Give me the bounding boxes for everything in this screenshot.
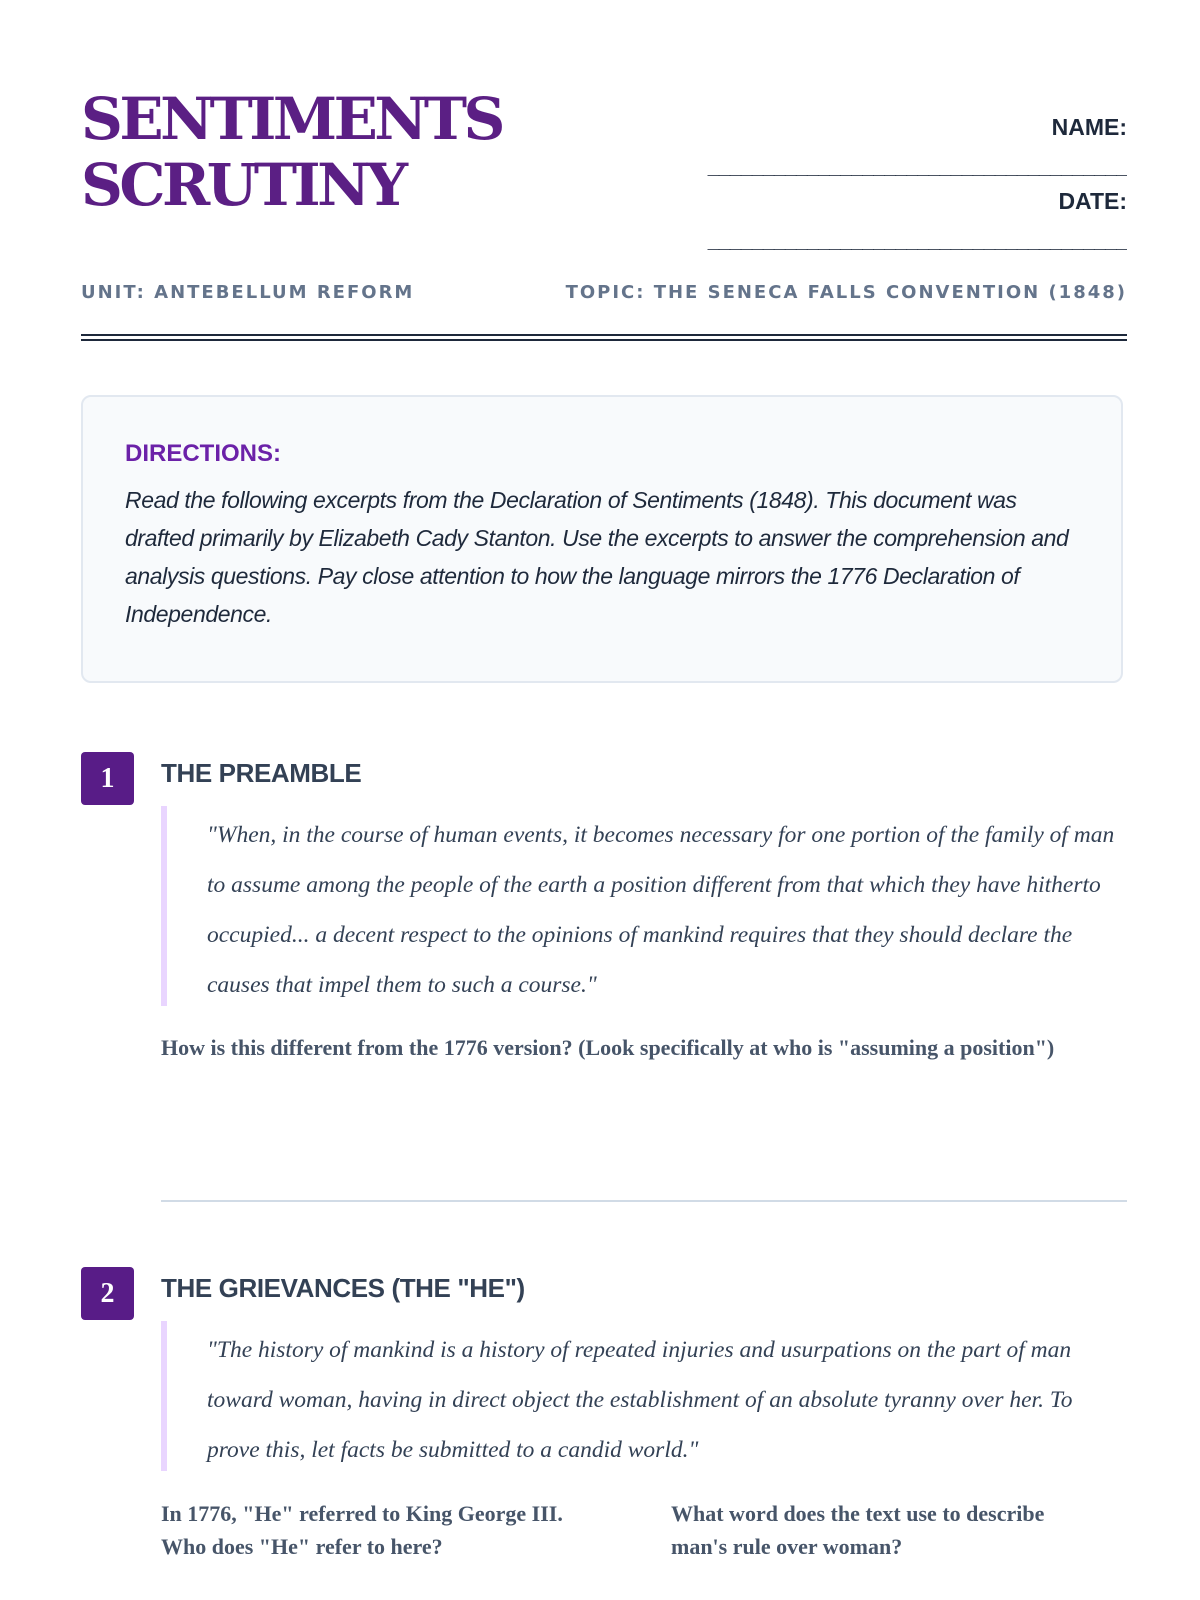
date-blank[interactable]: ______________________________________ (707, 226, 1127, 250)
worksheet-page (81, 0, 1127, 1559)
directions-label: DIRECTIONS: (125, 440, 281, 467)
question-text: How is this different from the 1776 version? (Look specifically at who is "assuming a position") (161, 1035, 1055, 1060)
title-line-2: SCRUTINY (81, 151, 405, 219)
topic-label: TOPIC: THE SENECA FALLS CONVENTION (1848) (565, 282, 1127, 303)
student-info-fields (647, 112, 1127, 260)
name-blank[interactable]: ______________________________________ (707, 152, 1127, 176)
unit-label: UNIT: ANTEBELLUM REFORM (81, 282, 415, 303)
question-right: What word does the text use to describe man's rule over woman? (671, 1501, 1045, 1559)
worksheet-header (81, 0, 1127, 320)
directions-box (81, 395, 1123, 683)
directions-text: Read the following excerpts from the Declaration of Sentiments (1848). This document was drafted primarily by Elizabeth Cady Stanton. Use the excerpts to answer the comprehension and analysis questions. Pay close attention to how the language mirrors the 1776 Declaration of Independence. (125, 487, 1069, 627)
name-label: NAME: (1051, 114, 1127, 140)
excerpt-quote: "The history of mankind is a history of repeated injuries and usurpations on the part of man toward woman, having in direct object the establishment of an absolute tyranny over her. To prove this, let facts be submitted to a candid world." (161, 1321, 1127, 1471)
title-line-1: SENTIMENTS (81, 85, 502, 153)
date-label: DATE: (1058, 188, 1127, 214)
question-left: In 1776, "He" referred to King George III. Who does "He" refer to here? (161, 1501, 563, 1559)
section-title: THE GRIEVANCES (THE "HE") (161, 1273, 525, 1303)
section-title: THE PREAMBLE (161, 758, 362, 788)
section-number-badge: 2 (81, 1267, 134, 1320)
worksheet-title (81, 86, 601, 218)
section-number-badge: 1 (81, 752, 134, 805)
excerpt-quote: "When, in the course of human events, it becomes necessary for one portion of the family of man to assume among the people of the earth a position different from that which they have hitherto occupied... a decent respect to the opinions of mankind requires that they should declare the causes that impel them to such a course." (161, 806, 1127, 1006)
unit-topic-row (81, 282, 1127, 303)
header-divider (81, 334, 1127, 341)
answer-line[interactable] (161, 1200, 1127, 1202)
